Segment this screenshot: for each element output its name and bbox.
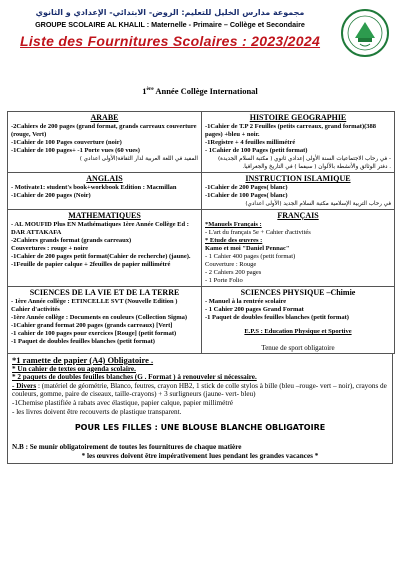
histoire-book: . دفتر الوثائق والأنشطة بالألوان ( سيفما ) في التاريخ والجغرافيا. [242,164,391,170]
instruction-title: INSTRUCTION ISLAMIQUE [245,174,351,183]
list-item: Couverture : Rouge [205,261,257,268]
list-item: * Un cahier de textes ou agenda scolaire. [12,364,136,373]
instruction-cell [201,173,394,209]
list-item: -1Cahier de 100 pages+ -1 Porte vues (60 vues) [11,147,140,154]
list-item: - Manuel à la rentrée scolaire [205,298,287,305]
instruction-book: في رحاب التربية الإسلامية مكتبة السلام الجديد (الأولى اعدادي) [245,201,391,207]
list-item: -1Cahier de T.P 2 Feuilles (petits carreaux, grand format)(388 pages) +bleu + noir. [205,123,377,138]
physique-title: SCIENCES PHYSIQUE –Chimie [240,288,356,297]
eps-title: E.P.S : Education Physique et Sportive [244,328,352,335]
arabe-title: ARABE [90,113,119,122]
list-item: -1 cahier de 100 pages pour exercices [Rouge] (petit format) [11,330,177,337]
francais-cell [201,210,394,286]
list-item: - les livres doivent être recouverts de plastique transparent. [12,407,182,416]
arabe-book: المفيد في اللغة العربية لدار الثقافة(الأولى اعدادي ) [79,156,198,162]
subjects-table [7,111,395,354]
anglais-title: ANGLAIS [86,174,123,183]
svt-title: SCIENCES DE LA VIE ET DE LA TERRE [29,288,180,297]
list-item: -1Cahier de 200 pages (Noir) [11,192,91,199]
list-item: -1Cahier grand format 200 pages (grands carreaux) [Vert] [11,322,173,329]
histoire-book: - في رحاب الاجتماعيات السنة الأولى إعدادي ثانوي ( مكتبة السلام الجديدة) [217,156,391,162]
eps-text: Tenue de sport obligatoire [261,344,335,352]
list-item: -1Feuille de papier calque + 2feuilles de papier millimétré [11,261,171,268]
list-item: -1Cahier de 200 pages petit format(Cahier de recherche) (jaune). [11,253,191,260]
list-item: - Divers : (matériel de géométrie, Blanco, feutres, crayon HB2, 1 stick de colle stylos à bille (bleu –rouge- vert – noir), crayons de couleurs, gomme, paire de ciseaux, taille-crayons) + 3 surligneurs (jaune- vert- bleu) [12,381,387,399]
maths-title: MATHEMATIQUES [68,211,141,220]
class-level: 1ère Année Collège International [142,86,258,96]
list-item: -1Registre + 4 feuilles millimétré [205,139,296,146]
list-item: - L'art du français 5e + Cahier d'activités [205,229,311,236]
school-seal-logo [340,8,390,58]
anglais-cell [8,173,201,209]
list-item: -1 Paquet de doubles feuilles blanches (petit format) [205,314,349,321]
list-item: Kamo et moi "Daniel Pennac" [205,245,290,252]
histoire-title: HISTOIRE GEOGRAPHIE [249,113,347,122]
maths-cell [8,210,201,286]
arabe-cell [8,112,201,172]
list-item: - 1 Porte Folio [205,277,243,284]
table-row [8,172,394,209]
header-arabic: مجموعة مدارس الخليل للتعليم: الروض- الابتدائي- الإعدادي و الثانوي [35,8,305,17]
list-item: - 1ère Année collège : ETINCELLE SVT (Nouvelle Edition ) Cahier d'activités [11,298,178,313]
francais-manuels-label: *Manuels Français : [205,221,262,228]
girls-notice: POUR LES FILLES : UNE BLOUSE BLANCHE OBLIGATOIRE [74,423,326,433]
list-item: - AL MOUFID Plus EN Mathématiques 1ère Année Collège Ed : DAR ATTAKAFA [11,221,189,236]
list-item: - 1 Cahier 200 pages Grand Format [205,306,304,313]
francais-etude-label: * Etude des œuvres : [205,237,263,244]
list-item: - 2 Cahiers 200 pages [205,269,262,276]
header-french: GROUPE SCOLAIRE AL KHALIL : Maternelle - Primaire – Collège et Secondaire [35,20,305,29]
list-item: -1Cahier de 200 Pages( blanc) [205,184,288,191]
page-title: Liste des Fournitures Scolaires : 2023/2024 [20,33,321,49]
table-row [8,209,394,286]
list-item: -1Chemise plastifiée à rabats avec élastique, papier calque, papier millimétré [12,398,233,407]
list-item: -2Cahiers grands format (grands carreaux) [11,237,132,244]
general-supplies [7,353,393,464]
physique-cell [201,287,394,353]
list-item: -2Cahiers de 200 pages (grand format, grands carreaux couverture (rouge, Vert) [11,123,197,138]
reading-note: * les œuvres doivent être impérativement lues pendant les grandes vacances * [81,451,319,460]
list-item: -1Cahier de 100 Pages( blanc) [205,192,288,199]
list-item: * 2 paquets de doubles feuilles blanches (G . Format ) à renouveler si nécessaire. [12,373,257,382]
list-item: *1 ramette de papier (A4) Obligatoire . [12,355,154,365]
list-item: - 1 Cahier 400 pages (petit format) [205,253,296,260]
list-item: Couvertures : rouge + noire [11,245,89,252]
nb-note: N.B : Se munir obligatoirement de toutes les fournitures de chaque matière [12,442,242,451]
list-item: - Motivate1: student's book+workbook Edition : Macmillan [11,184,177,191]
table-row [8,286,394,353]
svt-cell [8,287,201,353]
list-item: -1Cahier de 100 Pages couverture (noir) [11,139,122,146]
table-row [8,112,394,172]
list-item: -1 Paquet de doubles feuilles blanches (petit format) [11,338,155,345]
list-item: - 1Cahier de 100 Pages (petit format) [205,147,308,154]
list-item: -1ère Année collège : Documents en couleurs (Collection Sigma) [11,314,188,321]
histoire-cell [201,112,394,172]
francais-title: FRANÇAIS [277,211,319,220]
